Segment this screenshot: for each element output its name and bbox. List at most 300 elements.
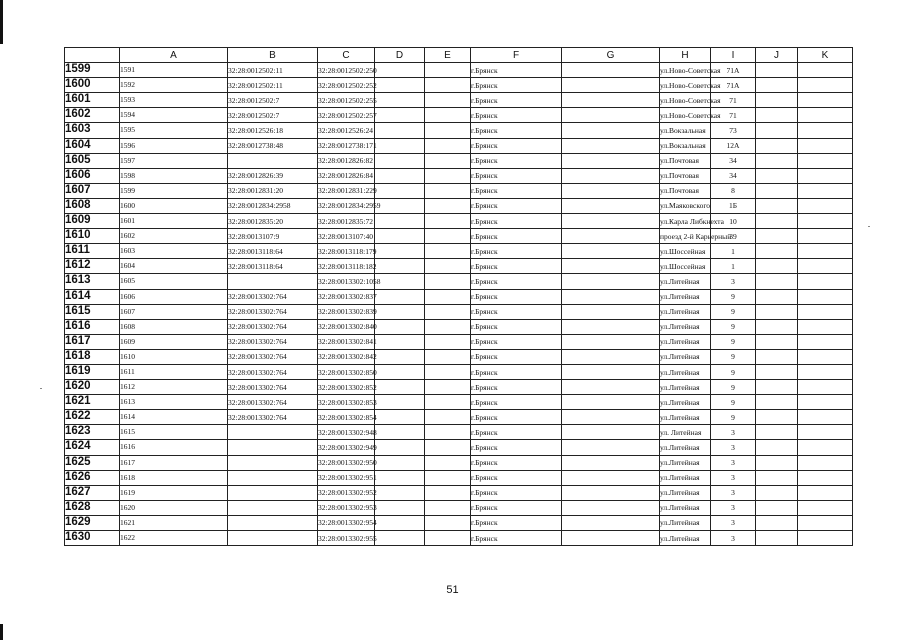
cell-f: г.Брянск — [471, 500, 562, 515]
row-number: 1603 — [65, 123, 91, 136]
cell-d — [375, 63, 425, 78]
cell-c: 32:28:0013302:854 — [318, 410, 375, 425]
cell-g — [562, 531, 660, 546]
column-header-b: B — [228, 48, 318, 63]
cell-h: ул.Литейная — [660, 349, 711, 364]
cell-j — [756, 214, 798, 229]
cell-c: 32:28:0013302:1058 — [318, 274, 375, 289]
row-number-cell — [65, 108, 120, 123]
cell-h: ул. Литейная — [660, 425, 711, 440]
cell-b: 32:28:0012826:39 — [228, 168, 318, 183]
table-row — [65, 349, 853, 364]
cell-k — [798, 515, 853, 530]
cell-c: 32:28:0013107:40 — [318, 229, 375, 244]
cell-j — [756, 349, 798, 364]
cell-d — [375, 259, 425, 274]
cell-f: г.Брянск — [471, 440, 562, 455]
cell-b: 32:28:0013302:764 — [228, 334, 318, 349]
cell-k — [798, 455, 853, 470]
column-header-c: C — [318, 48, 375, 63]
cell-j — [756, 304, 798, 319]
row-number-cell — [65, 259, 120, 274]
cell-a: 1592 — [120, 78, 228, 93]
row-number: 1622 — [65, 410, 91, 423]
cell-i: 71А — [711, 78, 756, 93]
cell-a: 1594 — [120, 108, 228, 123]
cell-k — [798, 485, 853, 500]
cell-j — [756, 455, 798, 470]
cell-f: г.Брянск — [471, 319, 562, 334]
cell-f: г.Брянск — [471, 244, 562, 259]
cell-c: 32:28:0012526:24 — [318, 123, 375, 138]
cell-c: 32:28:0013302:842 — [318, 349, 375, 364]
cell-k — [798, 63, 853, 78]
cell-c: 32:28:0013302:853 — [318, 395, 375, 410]
cell-k — [798, 395, 853, 410]
cell-d — [375, 93, 425, 108]
cell-i: 9 — [711, 334, 756, 349]
row-number-cell — [65, 500, 120, 515]
cell-h: ул.Литейная — [660, 334, 711, 349]
cell-c: 32:28:0013302:953 — [318, 500, 375, 515]
row-number: 1613 — [65, 274, 91, 287]
cell-i: 3 — [711, 531, 756, 546]
row-number: 1606 — [65, 168, 91, 181]
cell-a: 1621 — [120, 515, 228, 530]
table-row — [65, 500, 853, 515]
cell-j — [756, 410, 798, 425]
cell-j — [756, 229, 798, 244]
cell-j — [756, 425, 798, 440]
cell-g — [562, 244, 660, 259]
cell-k — [798, 274, 853, 289]
cell-f: г.Брянск — [471, 515, 562, 530]
cell-h: ул.Карла Либкнехта — [660, 214, 711, 229]
cell-h: ул.Литейная — [660, 380, 711, 395]
row-number-cell — [65, 440, 120, 455]
cell-f: г.Брянск — [471, 78, 562, 93]
page-number: 51 — [446, 584, 459, 596]
cell-i: 3 — [711, 515, 756, 530]
cell-k — [798, 470, 853, 485]
cell-k — [798, 198, 853, 213]
cell-e — [425, 78, 471, 93]
cell-g — [562, 274, 660, 289]
row-number-cell — [65, 304, 120, 319]
cell-g — [562, 380, 660, 395]
cell-c: 32:28:0013118:179 — [318, 244, 375, 259]
cell-d — [375, 153, 425, 168]
cell-f: г.Брянск — [471, 380, 562, 395]
cell-e — [425, 63, 471, 78]
cell-i: 9 — [711, 410, 756, 425]
cell-e — [425, 198, 471, 213]
cell-c: 32:28:0013302:950 — [318, 455, 375, 470]
row-number-cell — [65, 334, 120, 349]
cell-g — [562, 78, 660, 93]
cell-h: ул.Шоссейная — [660, 259, 711, 274]
cell-k — [798, 183, 853, 198]
row-number-cell — [65, 380, 120, 395]
column-header-a: A — [120, 48, 228, 63]
cell-c: 32:28:0013118:182 — [318, 259, 375, 274]
column-header-e: E — [425, 48, 471, 63]
cell-k — [798, 380, 853, 395]
row-number-cell — [65, 425, 120, 440]
cell-a: 1595 — [120, 123, 228, 138]
cell-f: г.Брянск — [471, 214, 562, 229]
cell-e — [425, 289, 471, 304]
cell-d — [375, 183, 425, 198]
cell-d — [375, 123, 425, 138]
cell-e — [425, 380, 471, 395]
cell-d — [375, 168, 425, 183]
cell-a: 1603 — [120, 244, 228, 259]
cell-c: 32:28:0013302:837 — [318, 289, 375, 304]
cell-d — [375, 470, 425, 485]
row-number: 1621 — [65, 395, 91, 408]
cell-b: 32:28:0012502:11 — [228, 63, 318, 78]
cell-g — [562, 515, 660, 530]
cell-e — [425, 425, 471, 440]
cell-b: 32:28:0012738:48 — [228, 138, 318, 153]
table-row — [65, 198, 853, 213]
table-row — [65, 319, 853, 334]
table-row — [65, 93, 853, 108]
row-number-cell — [65, 364, 120, 379]
cell-a: 1591 — [120, 63, 228, 78]
cell-i: 1Б — [711, 198, 756, 213]
table-row — [65, 485, 853, 500]
cell-f: г.Брянск — [471, 123, 562, 138]
cell-i: 3 — [711, 470, 756, 485]
cell-g — [562, 349, 660, 364]
cell-b: 32:28:0012834:2958 — [228, 198, 318, 213]
cell-i: 3 — [711, 485, 756, 500]
cell-b: 32:28:0013107:9 — [228, 229, 318, 244]
cell-d — [375, 349, 425, 364]
cell-d — [375, 138, 425, 153]
cell-e — [425, 334, 471, 349]
cell-c: 32:28:0012502:257 — [318, 108, 375, 123]
cell-c: 32:28:0012831:229 — [318, 183, 375, 198]
cell-a: 1607 — [120, 304, 228, 319]
cell-a: 1596 — [120, 138, 228, 153]
cell-b — [228, 500, 318, 515]
cell-k — [798, 244, 853, 259]
column-header-i: I — [711, 48, 756, 63]
cell-i: 3 — [711, 455, 756, 470]
cell-f: г.Брянск — [471, 63, 562, 78]
cell-b: 32:28:0012502:7 — [228, 108, 318, 123]
table-row — [65, 364, 853, 379]
cell-h: проезд 2-й Карьерный — [660, 229, 711, 244]
table-row — [65, 153, 853, 168]
table-row — [65, 168, 853, 183]
cell-i: 3 — [711, 500, 756, 515]
cell-g — [562, 485, 660, 500]
table-row — [65, 410, 853, 425]
row-number-cell — [65, 168, 120, 183]
row-number-cell — [65, 78, 120, 93]
cell-k — [798, 425, 853, 440]
cell-c: 32:28:0013302:841 — [318, 334, 375, 349]
cell-c: 32:28:0012834:2959 — [318, 198, 375, 213]
cell-c: 32:28:0012502:250 — [318, 63, 375, 78]
table-row — [65, 274, 853, 289]
cell-j — [756, 183, 798, 198]
cell-a: 1616 — [120, 440, 228, 455]
cell-i: 39 — [711, 229, 756, 244]
row-number-cell — [65, 229, 120, 244]
cell-d — [375, 229, 425, 244]
cell-h: ул.Маяковского — [660, 198, 711, 213]
cell-k — [798, 531, 853, 546]
cell-a: 1619 — [120, 485, 228, 500]
cell-a: 1612 — [120, 380, 228, 395]
cell-g — [562, 63, 660, 78]
cell-j — [756, 244, 798, 259]
table-row — [65, 244, 853, 259]
cell-b: 32:28:0012502:7 — [228, 93, 318, 108]
table-body — [65, 63, 853, 546]
cell-c: 32:28:0013302:954 — [318, 515, 375, 530]
cell-f: г.Брянск — [471, 349, 562, 364]
cell-d — [375, 334, 425, 349]
cell-g — [562, 93, 660, 108]
cell-k — [798, 108, 853, 123]
row-number: 1618 — [65, 349, 91, 362]
cell-c: 32:28:0012826:84 — [318, 168, 375, 183]
cell-g — [562, 304, 660, 319]
cell-c: 32:28:0013302:955 — [318, 531, 375, 546]
cell-b — [228, 515, 318, 530]
cell-j — [756, 198, 798, 213]
cell-e — [425, 304, 471, 319]
row-number: 1615 — [65, 304, 91, 317]
cell-i: 73 — [711, 123, 756, 138]
cell-g — [562, 198, 660, 213]
table-row — [65, 334, 853, 349]
cell-h: ул.Литейная — [660, 500, 711, 515]
cell-k — [798, 78, 853, 93]
cell-c: 32:28:0012502:252 — [318, 78, 375, 93]
row-number: 1608 — [65, 198, 91, 211]
cell-j — [756, 380, 798, 395]
scan-edge-mark-bottom — [0, 624, 3, 640]
row-number: 1612 — [65, 259, 91, 272]
cell-g — [562, 289, 660, 304]
row-number-cell — [65, 274, 120, 289]
cell-k — [798, 364, 853, 379]
cell-h: ул.Литейная — [660, 289, 711, 304]
cell-e — [425, 183, 471, 198]
row-number: 1629 — [65, 515, 91, 528]
cell-h: ул.Литейная — [660, 470, 711, 485]
cell-d — [375, 289, 425, 304]
cell-h: ул.Почтовая — [660, 183, 711, 198]
cell-g — [562, 214, 660, 229]
cell-g — [562, 138, 660, 153]
cell-i: 12А — [711, 138, 756, 153]
cell-a: 1593 — [120, 93, 228, 108]
cell-f: г.Брянск — [471, 410, 562, 425]
cell-j — [756, 138, 798, 153]
cell-d — [375, 500, 425, 515]
cell-g — [562, 319, 660, 334]
cell-h: ул.Ново-Советская — [660, 78, 711, 93]
table-row — [65, 515, 853, 530]
cell-k — [798, 410, 853, 425]
cell-a: 1611 — [120, 364, 228, 379]
table-row — [65, 183, 853, 198]
column-header-f: F — [471, 48, 562, 63]
cell-j — [756, 93, 798, 108]
cell-i: 9 — [711, 319, 756, 334]
cell-b — [228, 531, 318, 546]
cell-j — [756, 364, 798, 379]
cell-k — [798, 123, 853, 138]
cell-b: 32:28:0012526:18 — [228, 123, 318, 138]
cell-b — [228, 470, 318, 485]
cell-b: 32:28:0013302:764 — [228, 364, 318, 379]
cell-b: 32:28:0013302:764 — [228, 319, 318, 334]
cell-f: г.Брянск — [471, 168, 562, 183]
row-number: 1610 — [65, 229, 91, 242]
cell-e — [425, 470, 471, 485]
cell-c: 32:28:0013302:852 — [318, 380, 375, 395]
cell-h: ул.Ново-Советская — [660, 108, 711, 123]
cell-j — [756, 123, 798, 138]
table-row — [65, 380, 853, 395]
cell-c: 32:28:0012738:171 — [318, 138, 375, 153]
cell-e — [425, 244, 471, 259]
cell-i: 1 — [711, 259, 756, 274]
corner-cell — [65, 48, 120, 63]
cell-b — [228, 485, 318, 500]
spreadsheet-table — [64, 47, 853, 546]
table-row — [65, 78, 853, 93]
cell-h: ул.Литейная — [660, 455, 711, 470]
cell-c: 32:28:0012826:82 — [318, 153, 375, 168]
cell-g — [562, 410, 660, 425]
table-row — [65, 289, 853, 304]
cell-k — [798, 319, 853, 334]
cell-g — [562, 364, 660, 379]
cell-a: 1599 — [120, 183, 228, 198]
cell-g — [562, 153, 660, 168]
cell-g — [562, 425, 660, 440]
cell-c: 32:28:0013302:839 — [318, 304, 375, 319]
cell-h: ул.Литейная — [660, 440, 711, 455]
cell-k — [798, 500, 853, 515]
cell-a: 1613 — [120, 395, 228, 410]
cell-e — [425, 214, 471, 229]
cell-e — [425, 319, 471, 334]
cell-g — [562, 229, 660, 244]
scan-speck — [40, 388, 42, 389]
table-row — [65, 108, 853, 123]
cell-c: 32:28:0013302:951 — [318, 470, 375, 485]
table-row — [65, 214, 853, 229]
cell-f: г.Брянск — [471, 304, 562, 319]
row-number-cell — [65, 470, 120, 485]
table-row — [65, 470, 853, 485]
cell-e — [425, 108, 471, 123]
cell-g — [562, 395, 660, 410]
cell-k — [798, 304, 853, 319]
row-number-cell — [65, 63, 120, 78]
row-number: 1630 — [65, 531, 91, 543]
row-number-cell — [65, 395, 120, 410]
cell-d — [375, 244, 425, 259]
cell-j — [756, 515, 798, 530]
scan-edge-mark-top — [0, 0, 3, 44]
cell-g — [562, 183, 660, 198]
cell-k — [798, 440, 853, 455]
cell-d — [375, 531, 425, 546]
cell-j — [756, 168, 798, 183]
cell-a: 1597 — [120, 153, 228, 168]
cell-c: 32:28:0013302:840 — [318, 319, 375, 334]
cell-h: ул.Литейная — [660, 485, 711, 500]
cell-b — [228, 455, 318, 470]
cell-e — [425, 485, 471, 500]
row-number-cell — [65, 244, 120, 259]
cell-d — [375, 440, 425, 455]
row-number-cell — [65, 93, 120, 108]
cell-h: ул.Почтовая — [660, 153, 711, 168]
row-number-cell — [65, 214, 120, 229]
cell-c: 32:28:0013302:948 — [318, 425, 375, 440]
cell-a: 1602 — [120, 229, 228, 244]
row-number-cell — [65, 349, 120, 364]
row-number-cell — [65, 410, 120, 425]
cell-j — [756, 289, 798, 304]
cell-a: 1617 — [120, 455, 228, 470]
row-number-cell — [65, 183, 120, 198]
cell-f: г.Брянск — [471, 153, 562, 168]
table-row — [65, 138, 853, 153]
cell-d — [375, 274, 425, 289]
cell-a: 1606 — [120, 289, 228, 304]
column-header-row — [65, 48, 853, 63]
row-number: 1628 — [65, 500, 91, 513]
cell-g — [562, 108, 660, 123]
cell-g — [562, 455, 660, 470]
cell-a: 1600 — [120, 198, 228, 213]
cell-h: ул.Литейная — [660, 395, 711, 410]
cell-h: ул.Литейная — [660, 410, 711, 425]
cell-e — [425, 259, 471, 274]
cell-e — [425, 515, 471, 530]
row-number-cell — [65, 138, 120, 153]
cell-h: ул.Литейная — [660, 304, 711, 319]
cell-h: ул.Ново-Советская — [660, 93, 711, 108]
row-number: 1614 — [65, 289, 91, 302]
cell-d — [375, 78, 425, 93]
row-number: 1601 — [65, 93, 91, 106]
cell-j — [756, 485, 798, 500]
cell-j — [756, 470, 798, 485]
cell-g — [562, 168, 660, 183]
cell-i: 8 — [711, 183, 756, 198]
cell-b: 32:28:0013302:764 — [228, 395, 318, 410]
cell-a: 1609 — [120, 334, 228, 349]
cell-d — [375, 108, 425, 123]
cell-k — [798, 168, 853, 183]
row-number: 1627 — [65, 485, 91, 498]
